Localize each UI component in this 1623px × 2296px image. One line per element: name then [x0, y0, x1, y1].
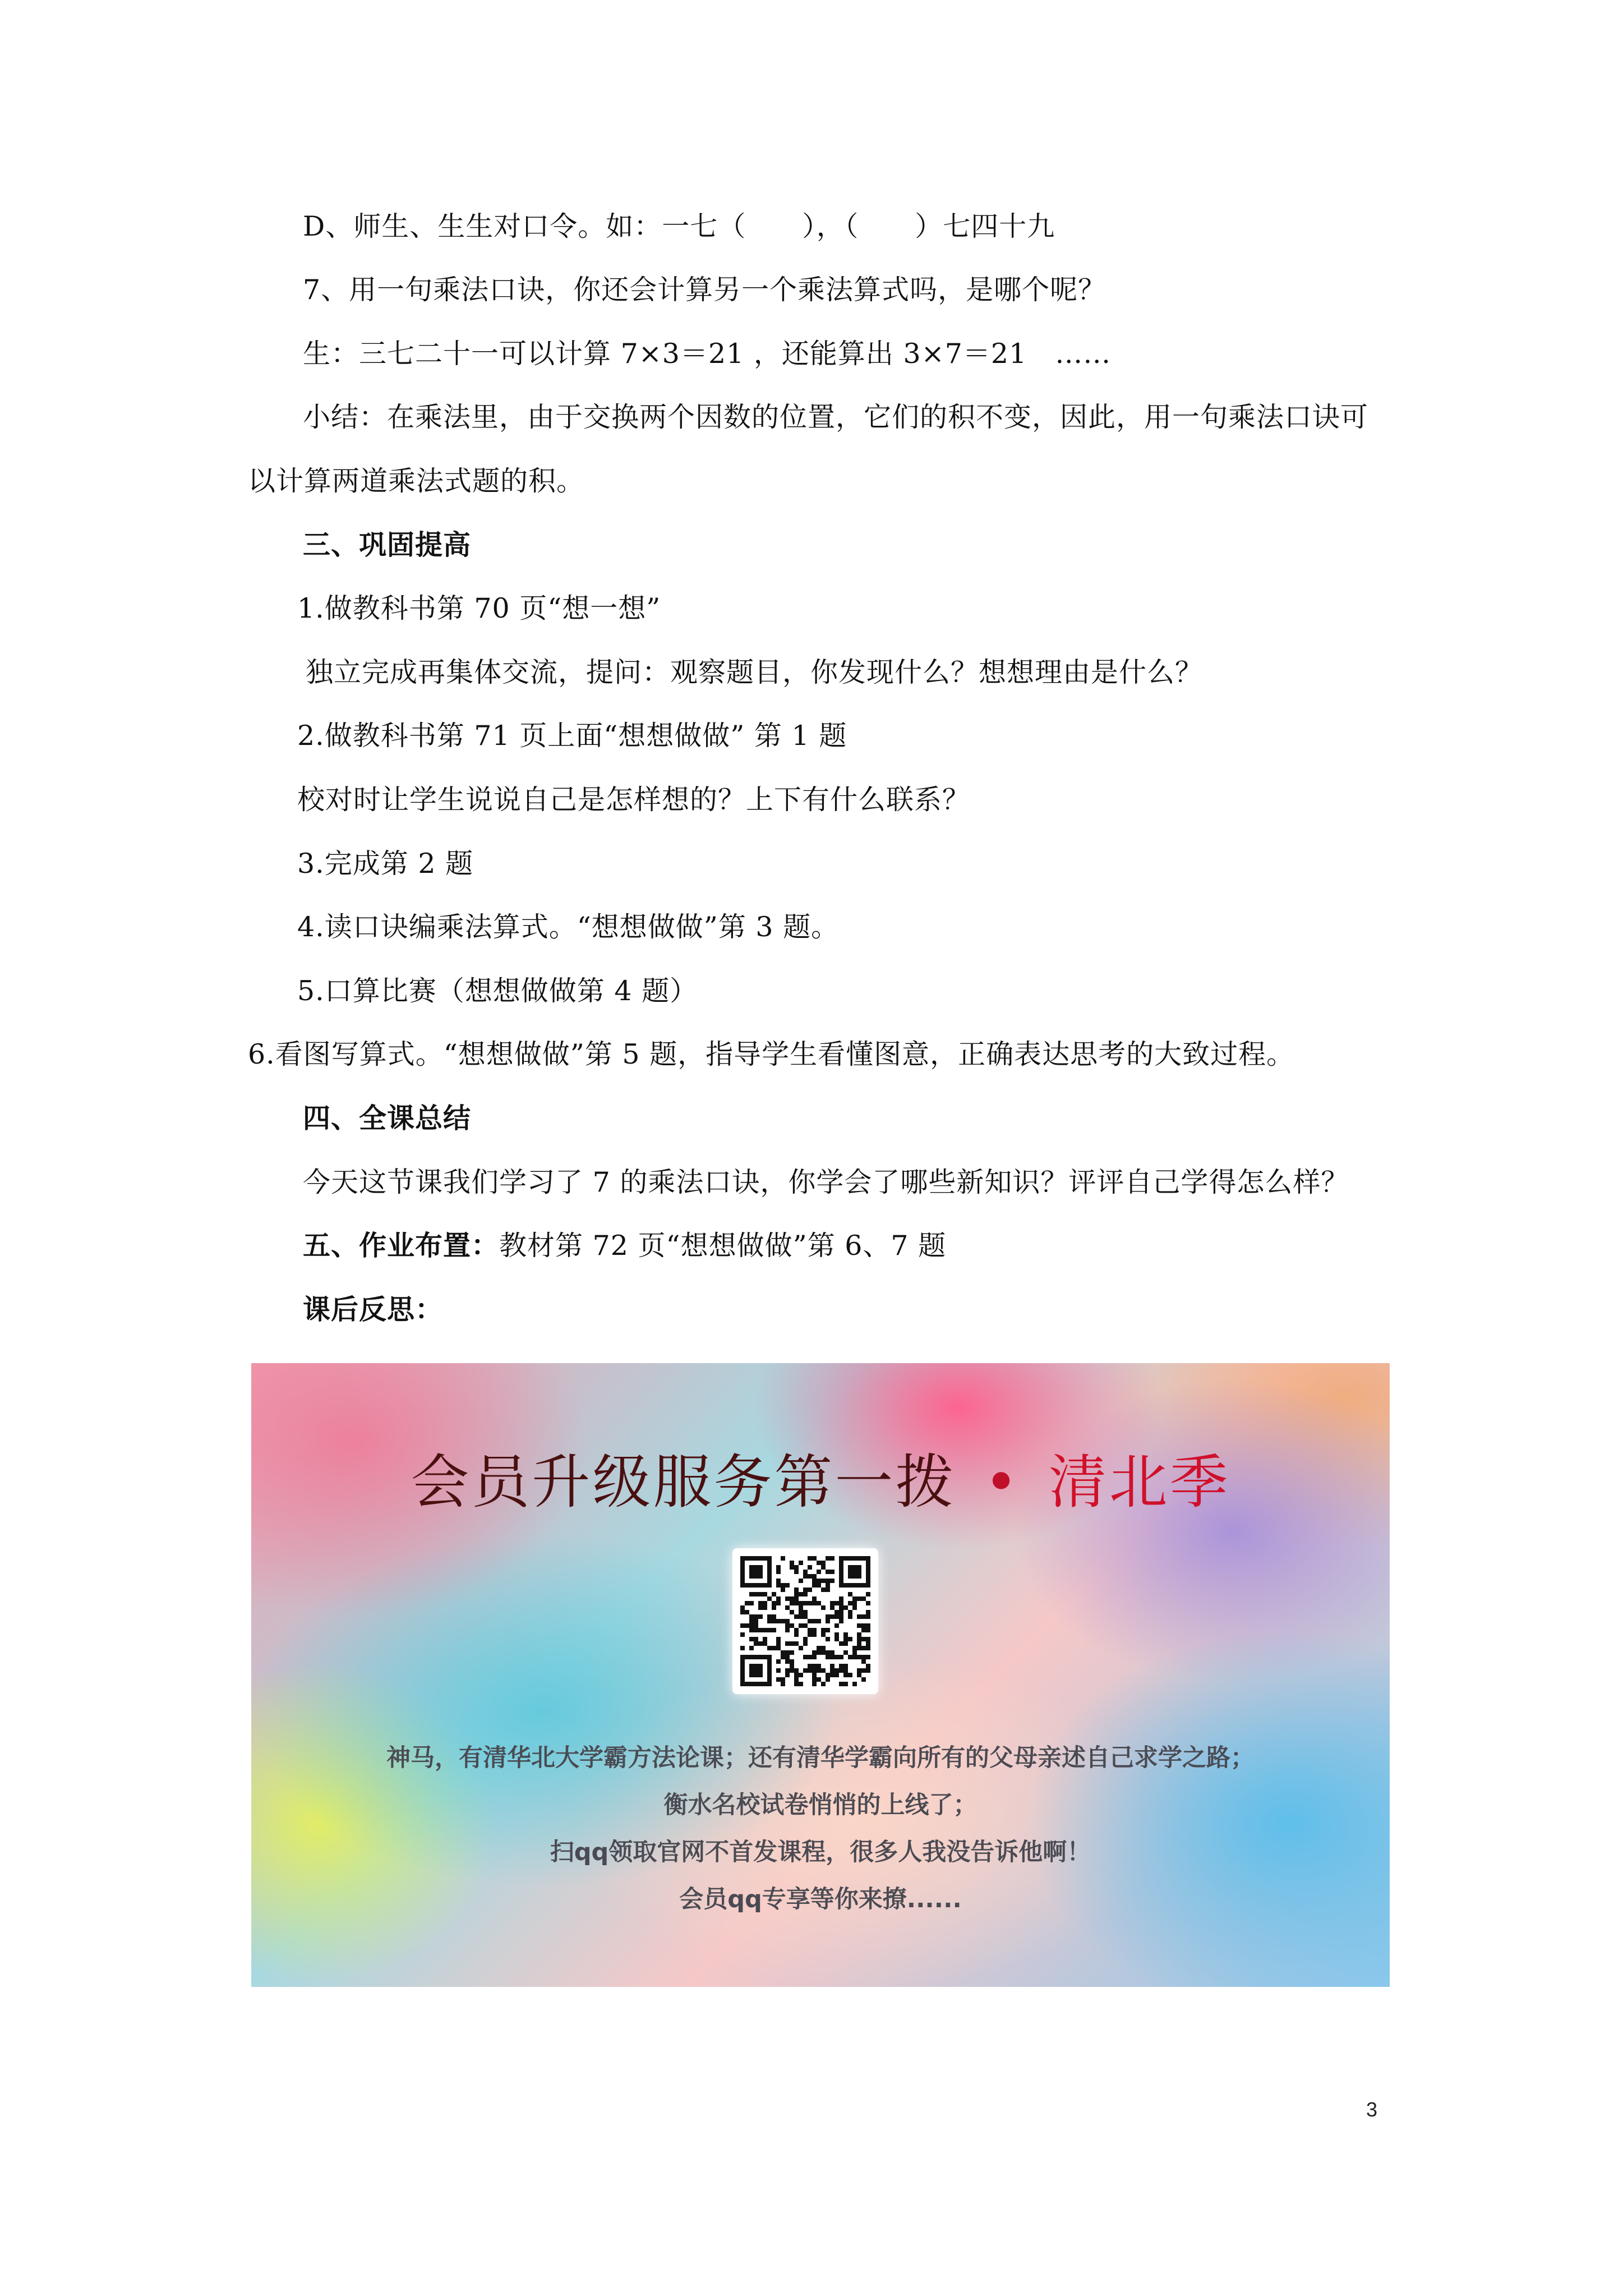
text-line: 1.做教科书第 70 页“想一想” — [297, 592, 661, 624]
text-line: 独立完成再集体交流，提问：观察题目，你发现什么？想想理由是什么？ — [306, 656, 1204, 688]
banner-text-line: 神马，有清华北大学霸方法论课；还有清华学霸向所有的父母亲述自己求学之路； — [386, 1744, 1255, 1772]
banner-title-accent: 清北季 — [1048, 1448, 1230, 1516]
homework-text: 教材第 72 页“想想做做”第 6、7 题 — [499, 1230, 947, 1262]
text-line: D、师生、生生对口令。如：一七（ ），（ ）七四十九 — [303, 210, 1055, 242]
text-line: 校对时让学生说说自己是怎样想的？上下有什么联系？ — [297, 784, 971, 816]
text-line: 小结：在乘法里，由于交换两个因数的位置，它们的积不变，因此，用一句乘法口诀可 — [303, 401, 1369, 433]
banner-text-line: 衡水名校试卷悄悄的上线了； — [663, 1791, 978, 1819]
text-line: 以计算两道乘法式题的积。 — [248, 465, 585, 497]
banner-text-line: 会员qq专享等你来撩...... — [679, 1885, 962, 1913]
text-line: 今天这节课我们学习了 7 的乘法口诀，你学会了哪些新知识？评评自己学得怎么样？ — [303, 1166, 1349, 1198]
section-heading: 五、作业布置： — [303, 1230, 500, 1262]
banner-title-main: 会员升级服务第一拨 — [411, 1448, 956, 1516]
text-line: 3.完成第 2 题 — [297, 848, 474, 880]
text-line: 2.做教科书第 71 页上面“想想做做” 第 1 题 — [297, 720, 847, 752]
text-line: 4.读口诀编乘法算式。“想想做做”第 3 题。 — [297, 911, 840, 943]
text-line: 7、用一句乘法口诀，你还会计算另一个乘法算式吗，是哪个呢？ — [303, 274, 1106, 306]
reflection-heading: 课后反思： — [303, 1294, 444, 1326]
section-heading: 四、全课总结 — [303, 1102, 472, 1134]
page-number: 3 — [1366, 2098, 1378, 2121]
text-line: 6.看图写算式。“想想做做”第 5 题，指导学生看懂图意，正确表达思考的大致过程。 — [248, 1038, 1295, 1070]
banner-title-separator: • — [984, 1448, 1021, 1516]
text-line: 生：三七二十一可以计算 7×3＝21 ，还能算出 3×7＝21 …… — [303, 338, 1112, 370]
text-line: 5.口算比赛（想想做做第 4 题） — [297, 975, 698, 1007]
section-heading: 三、巩固提高 — [303, 529, 472, 561]
banner-text-line: 扫qq领取官网不首发课程，很多人我没告诉他啊！ — [550, 1838, 1091, 1866]
qr-code-icon[interactable] — [732, 1548, 878, 1694]
promo-banner[interactable] — [251, 1363, 1390, 1987]
homework-line — [303, 1228, 946, 1264]
banner-title — [251, 1435, 1390, 1519]
